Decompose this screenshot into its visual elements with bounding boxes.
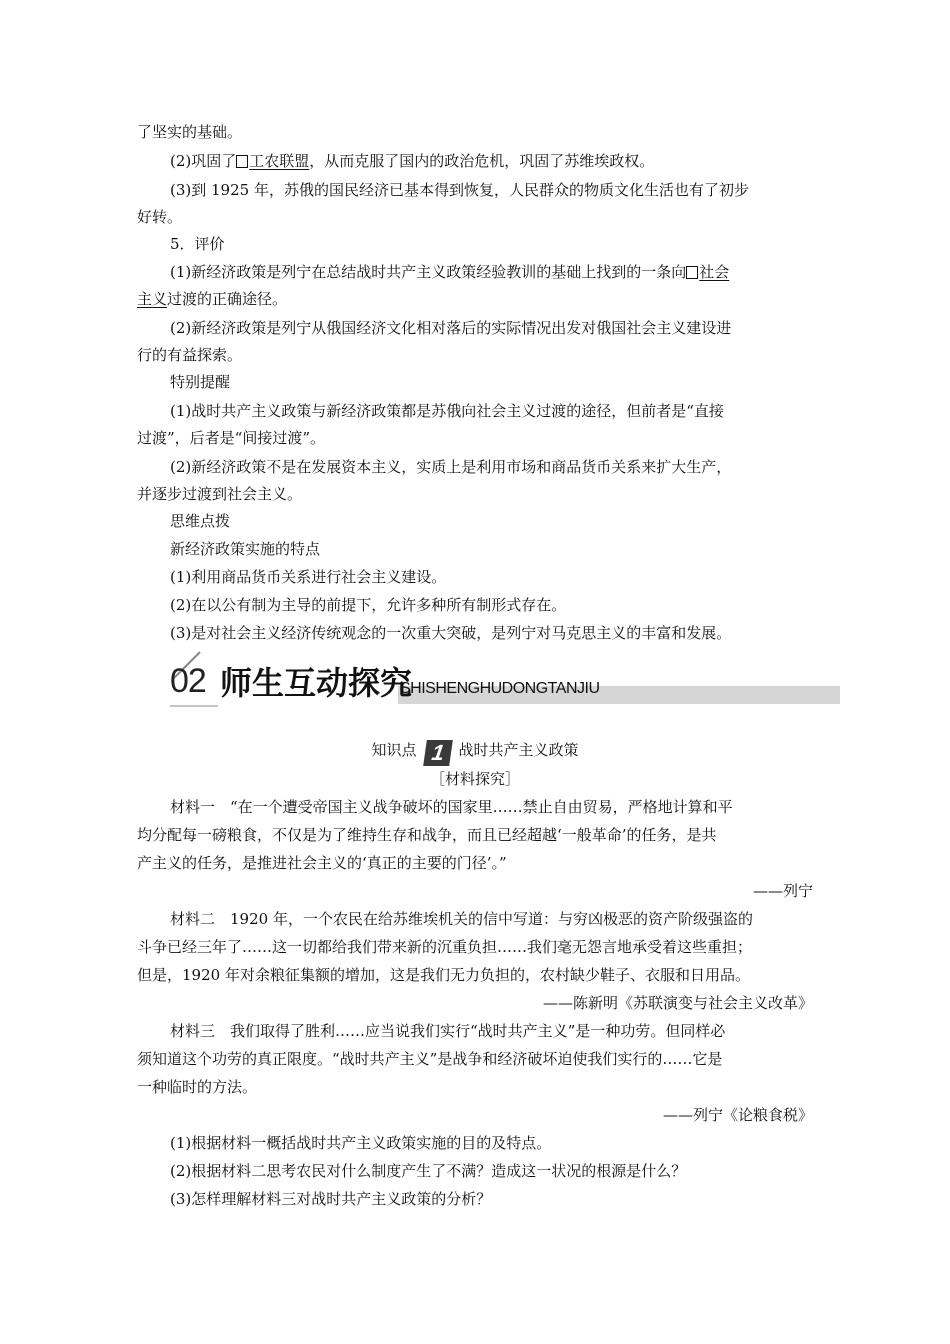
- paragraph-line: [137, 289, 287, 309]
- underlined-answer: [686, 263, 729, 281]
- material-line: 但是，1920 年对余粮征集额的增加，这是我们无力负担的，农村缺少鞋子、衣服和日用品。: [137, 966, 750, 984]
- underlined-answer: [236, 152, 309, 170]
- question-line: (3)怎样理解材料三对战时共产主义政策的分析？: [170, 1190, 492, 1208]
- paragraph-line: (3)到 1925 年，苏俄的国民经济已基本得到恢复，人民群众的物质文化生活也有了初步: [170, 181, 749, 199]
- material-line: 均分配每一磅粮食，不仅是为了维持生存和战争，而且已经超越‘一般革命’的任务，是共: [137, 826, 717, 844]
- banner-pinyin: SHISHENGHUDONGTANJIU: [400, 680, 600, 697]
- material-source: ——列宁: [752, 882, 813, 900]
- material-line: 材料三 我们取得了胜利……应当说我们实行“战时共产主义”是一种功劳。但同样必: [170, 1022, 726, 1040]
- underlined-text: 工农联盟: [249, 152, 310, 170]
- material-line: 材料一 “在一个遭受帝国主义战争破坏的国家里……禁止自由贸易，严格地计算和平: [170, 798, 733, 816]
- knowledge-point-prefix: 知识点: [371, 741, 417, 759]
- paragraph-line: 行的有益探索。: [137, 346, 243, 364]
- note-heading: 特别提醒: [170, 373, 231, 391]
- material-line: 产主义的任务，是推进社会主义的‘真正的主要的门径’。”: [137, 854, 507, 872]
- material-heading: ［材料探究］: [429, 770, 520, 788]
- paragraph-line: [170, 262, 729, 282]
- note-heading: 思维点拨: [170, 512, 231, 530]
- paragraph-line: [170, 151, 654, 171]
- paragraph-line: (1)利用商品货币关系进行社会主义建设。: [170, 568, 447, 586]
- knowledge-point-heading: [0, 740, 950, 766]
- paragraph-line: 并逐步过渡到社会主义。: [137, 485, 303, 503]
- paragraph-line: 新经济政策实施的特点: [170, 540, 321, 558]
- paragraph-line: (3)是对社会主义经济传统观念的一次重大突破，是列宁对马克思主义的丰富和发展。: [170, 624, 732, 642]
- material-line: 须知道这个功劳的真正限度。“战时共产主义”是战争和经济破坏迫使我们实行的……它是: [137, 1050, 723, 1068]
- underlined-text: 主义: [137, 290, 168, 308]
- answer-box-icon: [686, 266, 698, 279]
- paragraph-line: (2)新经济政策是列宁从俄国经济文化相对落后的实际情况出发对俄国社会主义建设进: [170, 319, 732, 337]
- paragraph-line: (2)在以公有制为主导的前提下，允许多种所有制形式存在。: [170, 596, 567, 614]
- text-segment: 过渡的正确途径。: [167, 290, 288, 308]
- question-line: (1)根据材料一概括战时共产主义政策实施的目的及特点。: [170, 1134, 552, 1152]
- knowledge-point-number: 1: [423, 740, 453, 766]
- answer-box-icon: [236, 155, 248, 168]
- material-line: 斗争已经三年了……这一切都给我们带来新的沉重负担……我们毫无怨言地承受着这些重担；: [137, 938, 753, 956]
- material-line: 一种临时的方法。: [137, 1078, 258, 1096]
- section-heading: 5．评价: [170, 235, 225, 253]
- material-line: 材料二 1920 年，一个农民在给苏维埃机关的信中写道：与穷凶极恶的资产阶级强盗的: [170, 910, 753, 928]
- section-banner: [170, 650, 840, 708]
- paragraph-line: (2)新经济政策不是在发展资本主义，实质上是利用市场和商品货币关系来扩大生产，: [170, 458, 732, 476]
- paragraph-line: 过渡”，后者是“间接过渡”。: [137, 429, 326, 447]
- banner-title: 师生互动探究: [220, 664, 413, 702]
- text-segment: (1)新经济政策是列宁在总结战时共产主义政策经验教训的基础上找到的一条向: [170, 263, 687, 281]
- paragraph-line: (1)战时共产主义政策与新经济政策都是苏俄向社会主义过渡的途径，但前者是“直接: [170, 402, 724, 420]
- paragraph-line: 了坚实的基础。: [137, 123, 243, 141]
- knowledge-point-title: 战时共产主义政策: [458, 741, 579, 759]
- material-source: ——陈新明《苏联演变与社会主义改革》: [542, 994, 813, 1012]
- text-segment: ，从而克服了国内的政治危机，巩固了苏维埃政权。: [309, 152, 655, 170]
- banner-number: 02: [170, 662, 206, 700]
- text-segment: (2)巩固了: [170, 152, 237, 170]
- underlined-text: 社会: [699, 263, 730, 281]
- question-line: (2)根据材料二思考农民对什么制度产生了不满？造成这一状况的根源是什么？: [170, 1162, 687, 1180]
- paragraph-line: 好转。: [137, 208, 183, 226]
- material-source: ——列宁《论粮食税》: [662, 1106, 813, 1124]
